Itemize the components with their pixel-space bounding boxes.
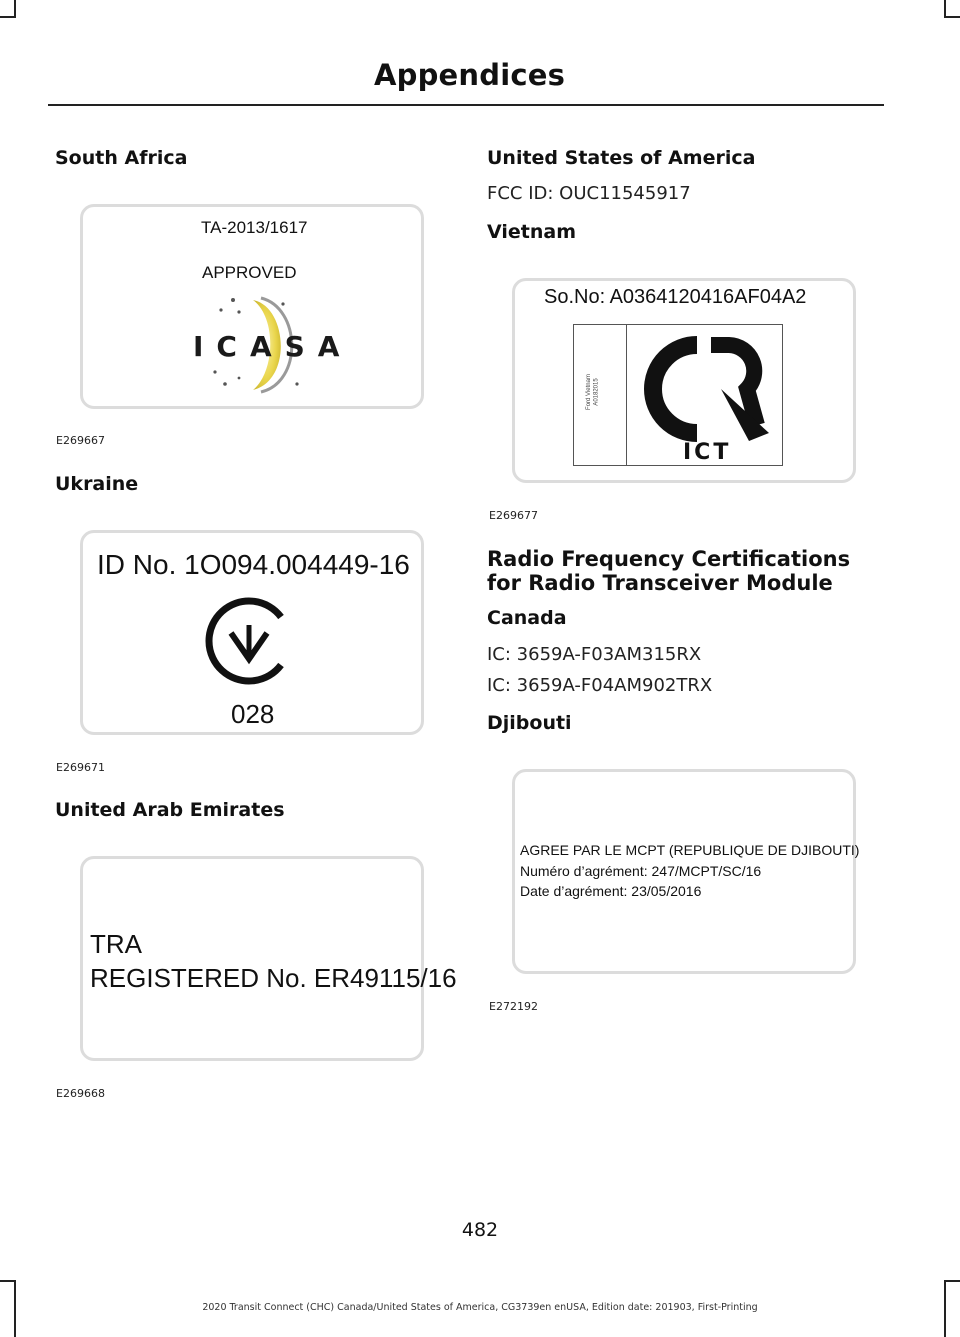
- header-rule: [48, 104, 884, 106]
- djibouti-line-3: Date d’agrément: 23/05/2016: [520, 883, 702, 899]
- heading-ukraine: Ukraine: [55, 473, 139, 495]
- djibouti-label: [512, 769, 860, 974]
- heading-vietnam: Vietnam: [487, 221, 576, 243]
- ict-cr-logo: [637, 331, 777, 465]
- ict-logo-text: ICT: [683, 440, 732, 465]
- south-africa-label: [80, 204, 424, 409]
- djibouti-line-2: Numéro d’agrément: 247/MCPT/SC/16: [520, 863, 762, 879]
- icasa-logo: [191, 292, 353, 397]
- ukraine-label: [80, 530, 424, 735]
- vietnam-so-number: So.No: A0364120416AF04A2: [544, 286, 807, 308]
- ukraine-number: 028: [231, 699, 275, 729]
- heading-djibouti: Djibouti: [487, 712, 572, 734]
- image-code-e272192: E272192: [489, 1000, 538, 1013]
- vietnam-side-text: [571, 371, 631, 421]
- image-code-e269677: E269677: [489, 509, 538, 522]
- vietnam-side-text-2: A0182015: [593, 378, 600, 406]
- canada-ic-1: IC: 3659A-F03AM315RX: [487, 644, 702, 665]
- uae-label: [80, 856, 457, 1061]
- crop-mark-top-right-h: [944, 16, 960, 18]
- heading-united-arab-emirates: United Arab Emirates: [55, 799, 285, 821]
- heading-united-states: United States of America: [487, 147, 756, 169]
- canada-ic-2: IC: 3659A-F04AM902TRX: [487, 675, 713, 696]
- heading-canada: Canada: [487, 607, 567, 629]
- page-number: 482: [461, 1219, 499, 1241]
- south-africa-ta-number: TA-2013/1617: [201, 218, 308, 237]
- uae-tra: TRA: [90, 929, 142, 959]
- crop-mark-bottom-right-h: [944, 1280, 960, 1282]
- djibouti-line-1: AGREE PAR LE MCPT (REPUBLIQUE DE DJIBOUTI): [520, 842, 860, 858]
- crop-mark-bottom-left-h: [0, 1280, 16, 1282]
- ukraine-conformity-mark-icon: [203, 595, 295, 687]
- south-africa-approved: APPROVED: [202, 263, 297, 282]
- uae-registered-number: REGISTERED No. ER49115/16: [90, 963, 457, 993]
- vietnam-label: [512, 278, 856, 483]
- heading-south-africa: South Africa: [55, 147, 188, 169]
- crop-mark-top-left-h: [0, 16, 16, 18]
- ukraine-id-number: ID No. 1O094.004449-16: [97, 549, 410, 580]
- vietnam-side-text-1: Ford Vietnam: [585, 374, 592, 410]
- image-code-e269671: E269671: [56, 761, 105, 774]
- icasa-logo-text: ICASA: [193, 330, 353, 363]
- image-code-e269668: E269668: [56, 1087, 105, 1100]
- edition-line: 2020 Transit Connect (CHC) Canada/United States of America, CG3739en enUSA, Edition date: 201903, First-Printing: [202, 1302, 758, 1313]
- page-title: Appendices: [374, 58, 566, 92]
- image-code-e269667: E269667: [56, 434, 105, 447]
- fcc-id: FCC ID: OUC11545917: [487, 183, 691, 204]
- heading-rf-certifications: Radio Frequency Certifications for Radio Transceiver Module: [487, 547, 851, 595]
